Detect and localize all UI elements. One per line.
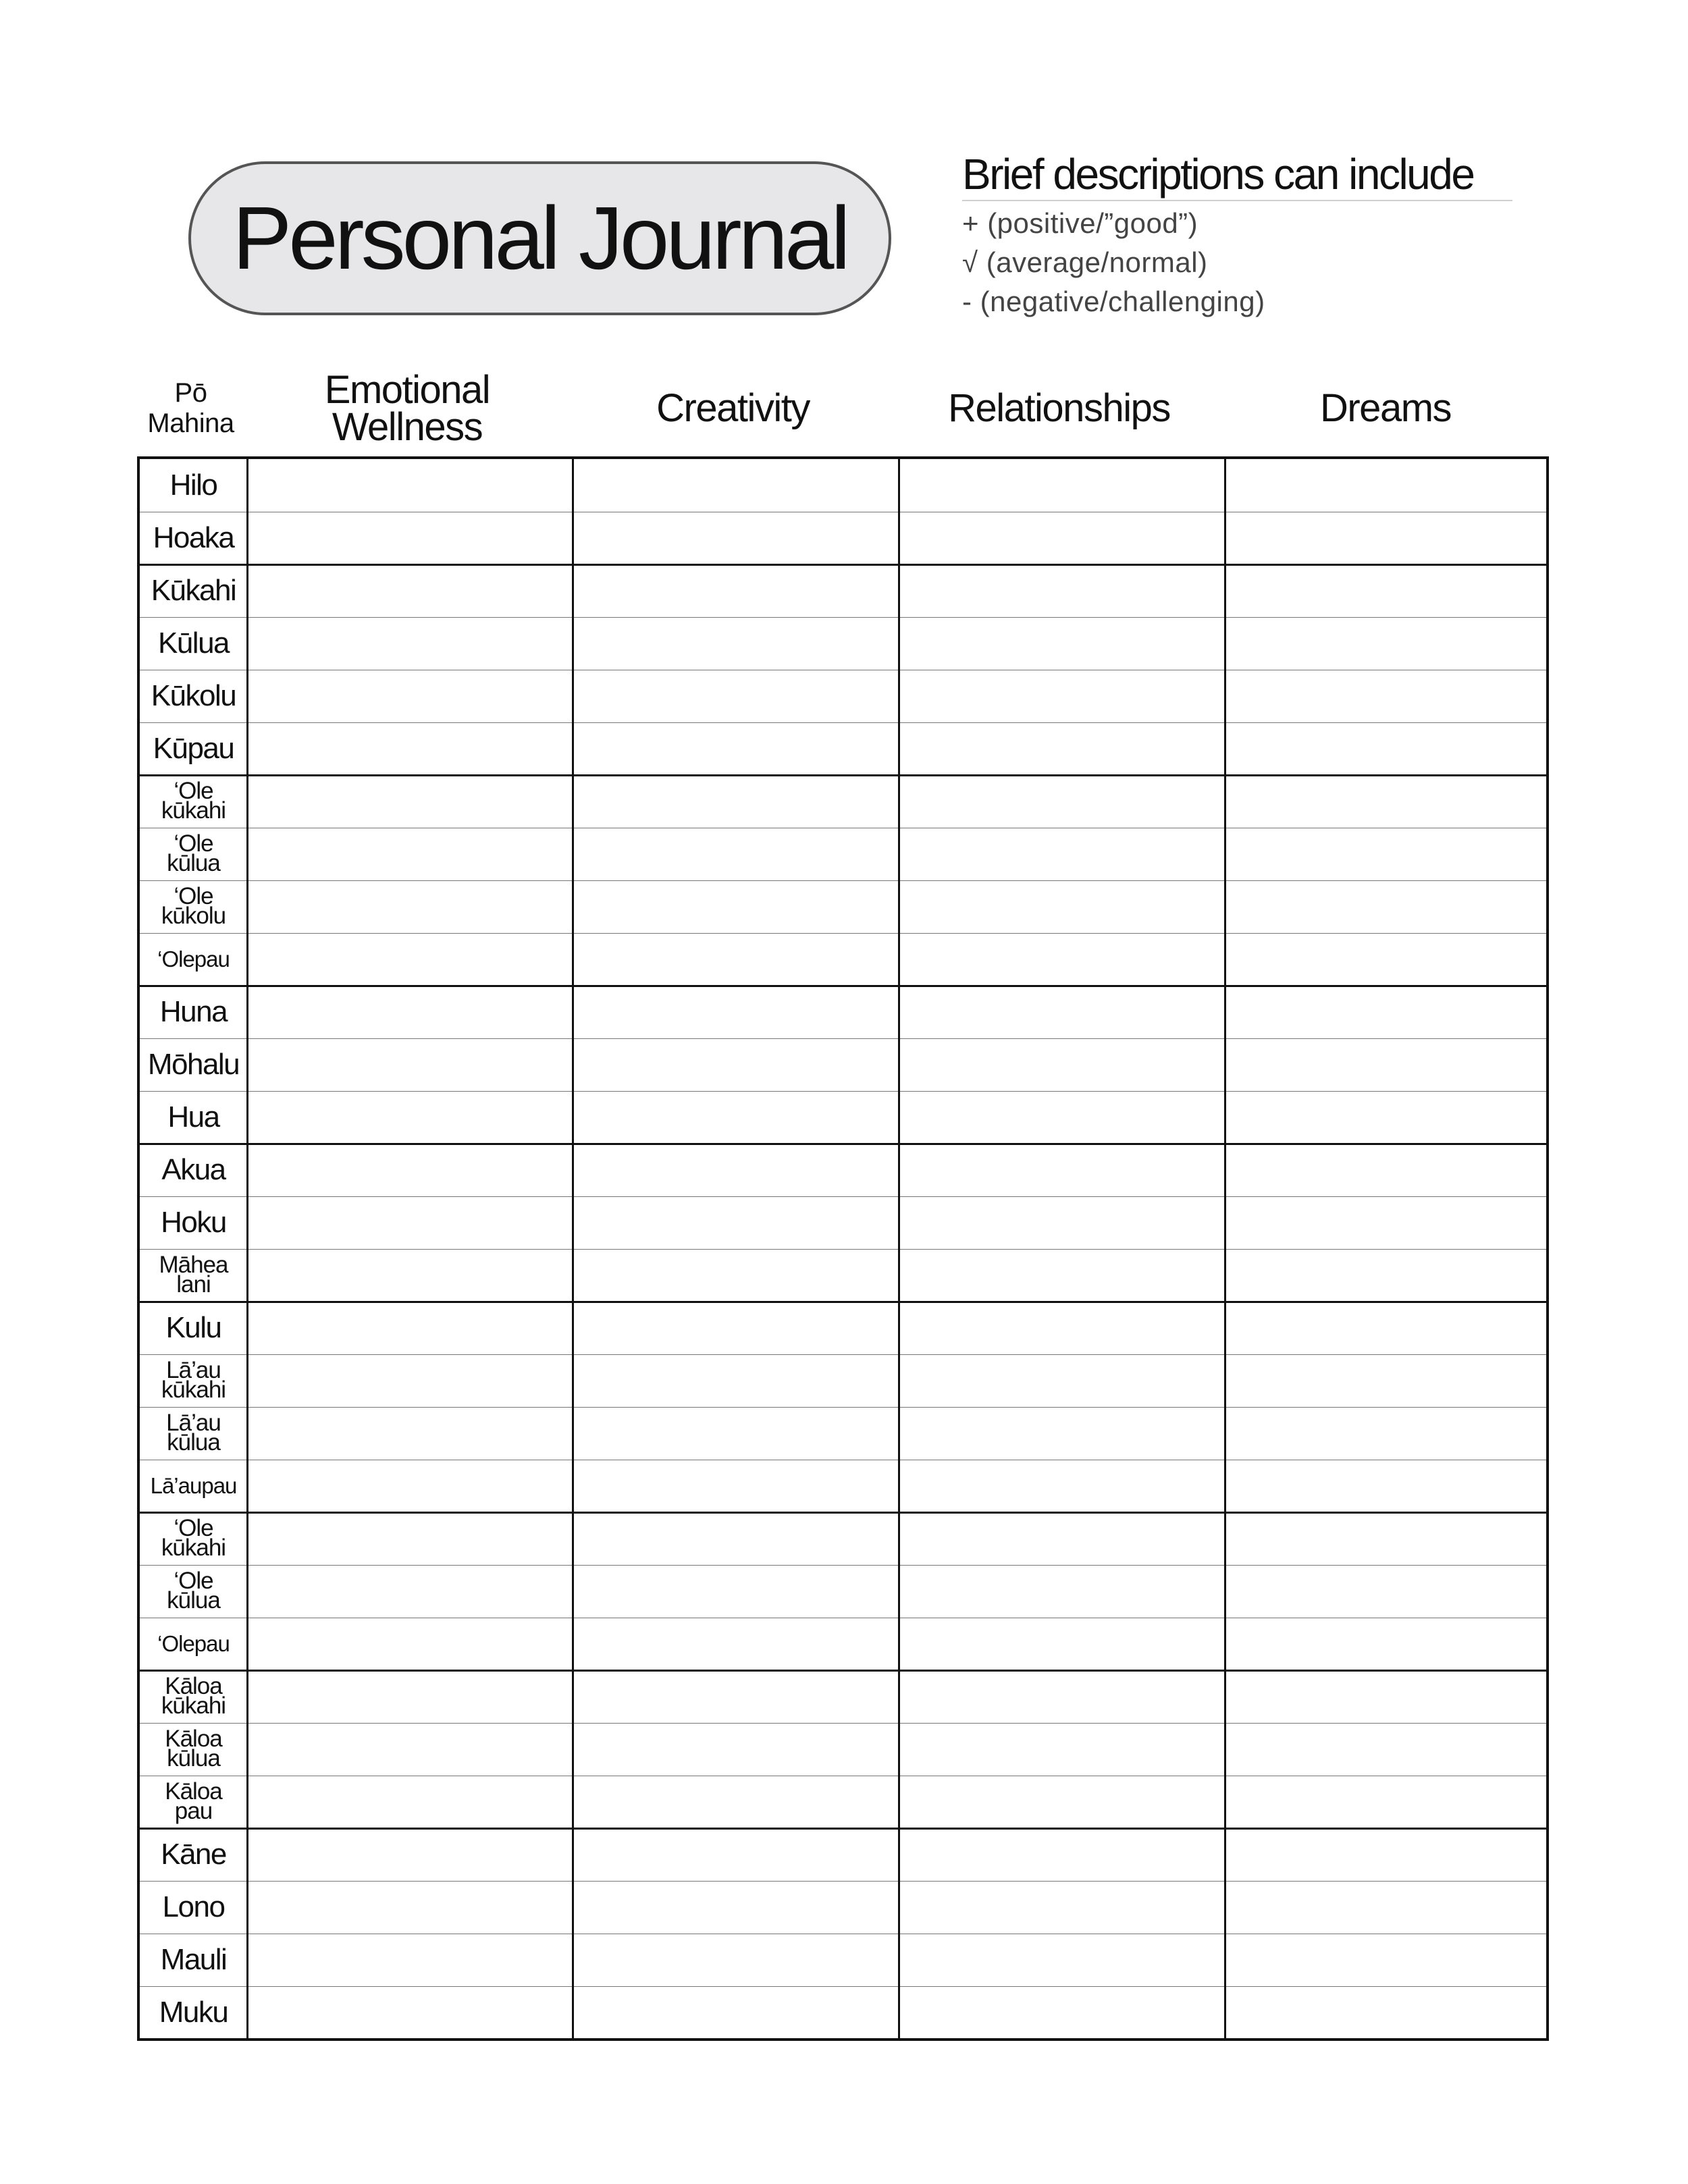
moon-phase-label: Lā’au kūlua <box>166 1410 221 1456</box>
table-row <box>140 670 1546 722</box>
journal-cell-relationships[interactable] <box>899 1249 1225 1302</box>
journal-cell-dreams[interactable] <box>1225 1828 1549 1881</box>
journal-cell-creativity[interactable] <box>573 670 899 722</box>
journal-cell-creativity[interactable] <box>573 1670 899 1723</box>
journal-cell-emotional[interactable] <box>247 1881 573 1934</box>
journal-cell-emotional[interactable] <box>247 617 573 670</box>
journal-cell-dreams[interactable] <box>1225 1934 1549 1986</box>
header-emotional-wellness: Emotional Wellness <box>324 367 490 449</box>
moon-phase-label: Kūkahi <box>151 574 236 607</box>
moon-phase-label: Hoku <box>161 1206 226 1239</box>
journal-cell-emotional[interactable] <box>247 1723 573 1776</box>
journal-cell-creativity[interactable] <box>573 775 899 828</box>
journal-cell-dreams[interactable] <box>1225 775 1549 828</box>
journal-cell-dreams[interactable] <box>1225 1670 1549 1723</box>
table-row <box>140 617 1546 670</box>
journal-cell-emotional[interactable] <box>247 828 573 880</box>
column-headers <box>137 365 1549 452</box>
journal-cell-relationships[interactable] <box>899 1512 1225 1565</box>
journal-cell-dreams[interactable] <box>1225 1512 1549 1565</box>
table-row <box>140 1986 1546 2039</box>
journal-cell-emotional[interactable] <box>247 1091 573 1144</box>
legend-lines <box>962 204 1512 321</box>
journal-cell-relationships[interactable] <box>899 1302 1225 1354</box>
journal-cell-creativity[interactable] <box>573 1618 899 1670</box>
journal-cell-emotional[interactable] <box>247 1302 573 1354</box>
journal-cell-relationships[interactable] <box>899 1986 1225 2039</box>
journal-cell-dreams[interactable] <box>1225 564 1549 617</box>
journal-cell-creativity[interactable] <box>573 722 899 775</box>
table-row <box>140 1934 1546 1986</box>
table-row <box>140 1670 1546 1723</box>
journal-cell-relationships[interactable] <box>899 1354 1225 1407</box>
journal-cell-dreams[interactable] <box>1225 1776 1549 1828</box>
journal-cell-relationships[interactable] <box>899 1407 1225 1460</box>
journal-cell-emotional[interactable] <box>247 1196 573 1249</box>
journal-cell-creativity[interactable] <box>573 1460 899 1512</box>
moon-phase-label: Kāloa kūlua <box>165 1726 222 1772</box>
journal-cell-creativity[interactable] <box>573 1038 899 1091</box>
journal-cell-emotional[interactable] <box>247 564 573 617</box>
journal-cell-dreams[interactable] <box>1225 617 1549 670</box>
table-row <box>140 1407 1546 1460</box>
moon-phase-label: ‘Ole kūkolu <box>161 883 226 929</box>
journal-cell-creativity[interactable] <box>573 617 899 670</box>
journal-cell-emotional[interactable] <box>247 670 573 722</box>
moon-phase-label: ‘Ole kūkahi <box>161 1515 226 1561</box>
journal-cell-relationships[interactable] <box>899 1934 1225 1986</box>
moon-phase-label: Hilo <box>169 469 217 502</box>
column-divider <box>246 459 248 2038</box>
journal-cell-dreams[interactable] <box>1225 512 1549 564</box>
journal-cell-creativity[interactable] <box>573 1512 899 1565</box>
journal-cell-creativity[interactable] <box>573 1144 899 1196</box>
table-row <box>140 1881 1546 1934</box>
journal-cell-relationships[interactable] <box>899 722 1225 775</box>
journal-cell-emotional[interactable] <box>247 1828 573 1881</box>
journal-cell-dreams[interactable] <box>1225 1407 1549 1460</box>
table-row <box>140 1249 1546 1302</box>
journal-cell-dreams[interactable] <box>1225 459 1549 512</box>
journal-cell-dreams[interactable] <box>1225 933 1549 986</box>
journal-cell-dreams[interactable] <box>1225 1354 1549 1407</box>
journal-cell-creativity[interactable] <box>573 1354 899 1407</box>
journal-cell-relationships[interactable] <box>899 775 1225 828</box>
legend <box>962 150 1512 321</box>
journal-cell-relationships[interactable] <box>899 1038 1225 1091</box>
legend-heading: Brief descriptions can include <box>962 153 1512 201</box>
journal-cell-creativity[interactable] <box>573 1986 899 2039</box>
column-divider <box>898 459 900 2038</box>
journal-cell-relationships[interactable] <box>899 1618 1225 1670</box>
journal-cell-emotional[interactable] <box>247 1986 573 2039</box>
moon-phase-label: Kūlua <box>157 627 230 660</box>
journal-cell-relationships[interactable] <box>899 986 1225 1038</box>
journal-cell-emotional[interactable] <box>247 775 573 828</box>
table-row <box>140 775 1546 828</box>
table-row <box>140 1354 1546 1407</box>
moon-phase-label: Hua <box>167 1100 219 1134</box>
journal-cell-creativity[interactable] <box>573 1934 899 1986</box>
table-row <box>140 986 1546 1038</box>
title-banner <box>188 161 891 315</box>
journal-cell-relationships[interactable] <box>899 1776 1225 1828</box>
journal-cell-creativity[interactable] <box>573 986 899 1038</box>
journal-cell-creativity[interactable] <box>573 512 899 564</box>
journal-cell-emotional[interactable] <box>247 1249 573 1302</box>
journal-cell-relationships[interactable] <box>899 828 1225 880</box>
table-row <box>140 1196 1546 1249</box>
journal-cell-dreams[interactable] <box>1225 1144 1549 1196</box>
journal-cell-creativity[interactable] <box>573 828 899 880</box>
journal-cell-relationships[interactable] <box>899 1670 1225 1723</box>
table-row <box>140 1618 1546 1670</box>
header-moon-phase: Pō Mahina <box>147 378 234 438</box>
journal-cell-dreams[interactable] <box>1225 1196 1549 1249</box>
journal-cell-dreams[interactable] <box>1225 1460 1549 1512</box>
moon-phase-label: Māhea lani <box>159 1252 228 1298</box>
table-row <box>140 1512 1546 1565</box>
moon-phase-label: ‘Ole kūlua <box>167 830 220 876</box>
moon-phase-label: ‘Olepau <box>157 1631 230 1656</box>
journal-cell-dreams[interactable] <box>1225 722 1549 775</box>
journal-cell-creativity[interactable] <box>573 880 899 933</box>
table-row <box>140 1091 1546 1144</box>
journal-cell-dreams[interactable] <box>1225 670 1549 722</box>
journal-cell-creativity[interactable] <box>573 933 899 986</box>
journal-cell-creativity[interactable] <box>573 564 899 617</box>
journal-cell-emotional[interactable] <box>247 986 573 1038</box>
journal-cell-relationships[interactable] <box>899 880 1225 933</box>
journal-cell-creativity[interactable] <box>573 1828 899 1881</box>
journal-cell-creativity[interactable] <box>573 1881 899 1934</box>
journal-cell-dreams[interactable] <box>1225 1249 1549 1302</box>
journal-cell-relationships[interactable] <box>899 1881 1225 1934</box>
moon-phase-label: Mauli <box>160 1943 227 1976</box>
journal-cell-dreams[interactable] <box>1225 1565 1549 1618</box>
table-row <box>140 1460 1546 1512</box>
header-dreams: Dreams <box>1319 386 1452 431</box>
journal-cell-dreams[interactable] <box>1225 1302 1549 1354</box>
table-row <box>140 1144 1546 1196</box>
journal-cell-dreams[interactable] <box>1225 1881 1549 1934</box>
legend-average: √ (average/normal) <box>962 246 1208 278</box>
column-divider <box>1224 459 1226 2038</box>
journal-cell-creativity[interactable] <box>573 1723 899 1776</box>
journal-cell-emotional[interactable] <box>247 1776 573 1828</box>
journal-cell-creativity[interactable] <box>573 1302 899 1354</box>
journal-cell-emotional[interactable] <box>247 1670 573 1723</box>
journal-cell-relationships[interactable] <box>899 617 1225 670</box>
table-row <box>140 1565 1546 1618</box>
journal-cell-creativity[interactable] <box>573 1776 899 1828</box>
table-row <box>140 1723 1546 1776</box>
journal-cell-emotional[interactable] <box>247 1354 573 1407</box>
journal-cell-emotional[interactable] <box>247 722 573 775</box>
journal-cell-emotional[interactable] <box>247 1618 573 1670</box>
journal-cell-dreams[interactable] <box>1225 1723 1549 1776</box>
moon-phase-label: ‘Olepau <box>157 947 230 971</box>
journal-cell-emotional[interactable] <box>247 1512 573 1565</box>
table-row <box>140 722 1546 775</box>
journal-cell-emotional[interactable] <box>247 1460 573 1512</box>
journal-cell-creativity[interactable] <box>573 1407 899 1460</box>
journal-cell-emotional[interactable] <box>247 1144 573 1196</box>
moon-phase-label: Lā’aupau <box>150 1473 237 1498</box>
journal-cell-emotional[interactable] <box>247 1565 573 1618</box>
table-row <box>140 1776 1546 1828</box>
moon-phase-label: ‘Ole kūlua <box>167 1568 220 1614</box>
column-divider <box>572 459 574 2038</box>
legend-positive: + (positive/”good”) <box>962 207 1198 239</box>
journal-cell-creativity[interactable] <box>573 1249 899 1302</box>
moon-phase-label: Akua <box>161 1153 226 1186</box>
moon-phase-label: Kāloa pau <box>165 1778 222 1824</box>
moon-phase-label: ‘Ole kūkahi <box>161 778 226 824</box>
journal-cell-relationships[interactable] <box>899 1828 1225 1881</box>
moon-phase-label: Kāloa kūkahi <box>161 1673 226 1719</box>
journal-cell-emotional[interactable] <box>247 1038 573 1091</box>
journal-cell-creativity[interactable] <box>573 459 899 512</box>
journal-cell-relationships[interactable] <box>899 1144 1225 1196</box>
table-row <box>140 459 1546 512</box>
journal-cell-emotional[interactable] <box>247 880 573 933</box>
header-creativity: Creativity <box>656 386 810 431</box>
journal-cell-relationships[interactable] <box>899 1723 1225 1776</box>
journal-table <box>137 456 1549 2041</box>
table-row <box>140 1828 1546 1881</box>
table-row <box>140 1038 1546 1091</box>
journal-cell-creativity[interactable] <box>573 1091 899 1144</box>
moon-phase-label: Lā’au kūkahi <box>161 1357 226 1403</box>
journal-cell-emotional[interactable] <box>247 1407 573 1460</box>
table-row <box>140 880 1546 933</box>
journal-cell-relationships[interactable] <box>899 670 1225 722</box>
journal-cell-emotional[interactable] <box>247 459 573 512</box>
journal-cell-emotional[interactable] <box>247 933 573 986</box>
moon-phase-label: Mōhalu <box>147 1048 240 1081</box>
table-row <box>140 564 1546 617</box>
moon-phase-label: Kūkolu <box>151 679 236 712</box>
legend-negative: - (negative/challenging) <box>962 286 1265 317</box>
journal-cell-relationships[interactable] <box>899 1460 1225 1512</box>
moon-phase-label: Kulu <box>165 1311 221 1344</box>
moon-phase-label: Muku <box>159 1996 228 2029</box>
journal-cell-relationships[interactable] <box>899 512 1225 564</box>
journal-cell-emotional[interactable] <box>247 1934 573 1986</box>
moon-phase-label: Lono <box>162 1890 225 1923</box>
journal-cell-dreams[interactable] <box>1225 1986 1549 2039</box>
moon-phase-label: Kūpau <box>153 732 234 765</box>
journal-cell-creativity[interactable] <box>573 1565 899 1618</box>
journal-cell-dreams[interactable] <box>1225 880 1549 933</box>
journal-cell-relationships[interactable] <box>899 1565 1225 1618</box>
moon-phase-label: Huna <box>159 995 228 1028</box>
journal-cell-relationships[interactable] <box>899 1091 1225 1144</box>
journal-cell-dreams[interactable] <box>1225 828 1549 880</box>
journal-cell-dreams[interactable] <box>1225 1618 1549 1670</box>
journal-cell-emotional[interactable] <box>247 512 573 564</box>
moon-phase-label: Hoaka <box>153 521 234 554</box>
table-row <box>140 1302 1546 1354</box>
journal-cell-dreams[interactable] <box>1225 1038 1549 1091</box>
journal-cell-relationships[interactable] <box>899 564 1225 617</box>
page-title: Personal Journal <box>232 188 847 288</box>
journal-cell-dreams[interactable] <box>1225 986 1549 1038</box>
table-row <box>140 828 1546 880</box>
moon-phase-label: Kāne <box>161 1838 226 1871</box>
journal-cell-relationships[interactable] <box>899 933 1225 986</box>
table-row <box>140 512 1546 564</box>
journal-cell-creativity[interactable] <box>573 1196 899 1249</box>
table-row <box>140 933 1546 986</box>
journal-cell-relationships[interactable] <box>899 1196 1225 1249</box>
header-relationships: Relationships <box>948 386 1170 431</box>
journal-cell-relationships[interactable] <box>899 459 1225 512</box>
journal-cell-dreams[interactable] <box>1225 1091 1549 1144</box>
